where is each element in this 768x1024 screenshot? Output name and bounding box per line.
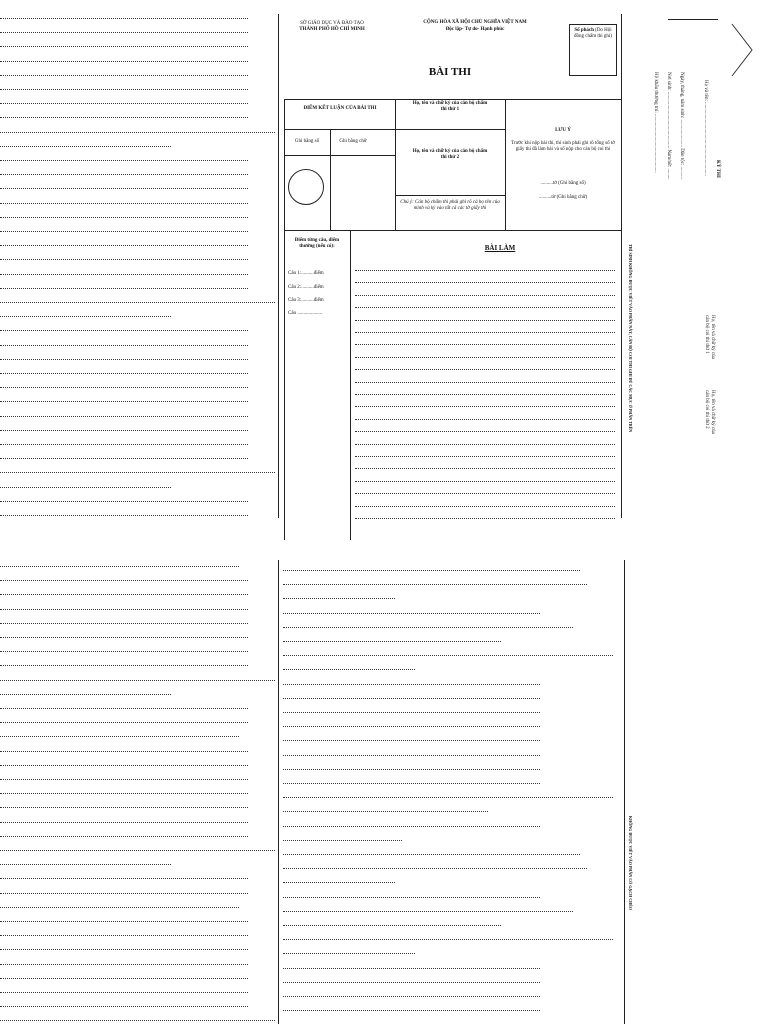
writing-line (355, 431, 615, 432)
writing-line (283, 882, 395, 883)
writing-line (283, 826, 540, 827)
writing-line (0, 430, 248, 431)
table-row-mid (395, 129, 505, 130)
writing-line (0, 864, 171, 865)
chevron-right-icon (728, 20, 756, 80)
writing-line (355, 444, 615, 445)
table-bottom (284, 230, 621, 231)
writing-line (283, 897, 540, 898)
writing-line (0, 736, 239, 737)
writing-line (283, 797, 613, 798)
writing-line (0, 444, 248, 445)
table-row2 (284, 155, 395, 156)
writing-line (0, 651, 248, 652)
luu-y-text: Trước khi nộp bài thi, thí sinh phải ghi rõ tổng số tờ giấy thi đã làm bài và số nộp cho cán bộ coi thi (511, 141, 615, 152)
per-question-item-4: Câu .................... (288, 311, 323, 316)
nation-line2: Độc lập- Tự do- Hạnh phúc (445, 27, 505, 32)
ghi-bang-chu: Ghi bằng chữ (339, 139, 367, 144)
writing-line (355, 518, 615, 519)
writing-line (0, 458, 248, 459)
writing-line (0, 708, 248, 709)
writing-line (283, 840, 402, 841)
writing-line (0, 793, 248, 794)
writing-line (283, 698, 540, 699)
page-title: BÀI THI (428, 66, 472, 78)
writing-line (0, 231, 248, 232)
so-phach-note: (Do Hội đồng chấm thi ghi) (574, 28, 612, 39)
writing-line (0, 964, 248, 965)
writing-line (0, 978, 248, 979)
writing-line (283, 613, 540, 614)
writing-line (283, 570, 580, 571)
writing-line (355, 468, 615, 469)
writing-line (0, 160, 248, 161)
writing-line (283, 868, 587, 869)
writing-line (0, 807, 248, 808)
writing-line (0, 75, 248, 76)
writing-line (0, 345, 248, 346)
side-field-3: Nơi sinh: ............................................. Nam/nữ: ......... (666, 72, 671, 180)
writing-line (0, 117, 248, 118)
writing-line (355, 481, 615, 482)
table-row3 (395, 195, 505, 196)
writing-line (355, 320, 615, 321)
writing-line (0, 316, 171, 317)
table-col1 (395, 99, 396, 230)
writing-line (0, 288, 248, 289)
per-question-item-1: Câu 1:..........điểm (288, 271, 324, 276)
dept-line1: SỞ GIÁO DỤC VÀ ĐÀO TẠO (300, 21, 364, 26)
nation-line1: CỘNG HÒA XÃ HỘI CHỦ NGHĨA VIỆT NAM (423, 20, 527, 25)
per-question-title: Điểm từng câu, điểm thưởng (nếu có): (294, 238, 340, 249)
writing-line (0, 609, 248, 610)
writing-line (283, 982, 540, 983)
writing-line (0, 373, 248, 374)
writing-line (355, 357, 615, 358)
writing-line (0, 836, 248, 837)
writing-line (0, 245, 248, 246)
diem-ket-luan: ĐIỂM KẾT LUẬN CỦA BÀI THI (303, 106, 377, 111)
writing-line (0, 416, 248, 417)
divider-right (621, 14, 622, 518)
writing-line (283, 627, 573, 628)
table-row1 (284, 129, 395, 130)
writing-line (355, 419, 615, 420)
side-field-4: Hộ khẩu thường trú: ............................................... (653, 72, 658, 173)
writing-line (0, 359, 248, 360)
table-left (284, 99, 285, 540)
writing-line (0, 1020, 275, 1021)
writing-line (0, 487, 171, 488)
table-top (284, 99, 621, 100)
ghi-bang-so: Ghi bằng số (294, 139, 320, 144)
writing-line (0, 694, 171, 695)
writing-line (0, 18, 248, 19)
examiner2-label: Họ, tên và chữ ký của cán bộ chấm thi thứ 2 (412, 149, 488, 160)
writing-line (0, 330, 248, 331)
writing-line (283, 641, 501, 642)
writing-line (283, 783, 540, 784)
writing-line (355, 382, 615, 383)
writing-line (0, 765, 248, 766)
writing-line (355, 332, 615, 333)
supervisor1-label: Họ, tên và chữ ký của cán bộ coi thi thứ 1 (704, 315, 715, 359)
writing-line (0, 501, 248, 502)
writing-line (355, 394, 615, 395)
writing-line (283, 755, 540, 756)
writing-line (0, 302, 275, 303)
writing-line (355, 307, 615, 308)
supervisor2-label: Họ, tên và chữ ký của cán bộ coi thi thứ 2 (704, 390, 715, 434)
writing-line (355, 369, 615, 370)
writing-line (283, 684, 540, 685)
writing-line (0, 992, 248, 993)
side-field-1: Họ và tên: ........................................................... (703, 80, 708, 176)
writing-line (283, 740, 540, 741)
score-circle (288, 169, 324, 205)
writing-line (355, 270, 615, 271)
score-column-right (350, 230, 351, 540)
left-lines-bottom (0, 562, 275, 1024)
writing-line (355, 344, 615, 345)
luu-y-line1: ..........tờ (Ghi bằng số) (540, 181, 586, 186)
ky-thi-label: KỲ THI (715, 160, 720, 178)
writing-line (283, 1010, 540, 1011)
grading-note: Chú ý: Cán bộ chấm thi phải ghi rõ cả họ tên của mình và ký vào tất cả các tờ giấy thi (400, 200, 500, 211)
writing-line (283, 854, 580, 855)
dept-line2: THÀNH PHỐ HỒ CHÍ MINH (299, 27, 365, 32)
writing-line (0, 472, 275, 473)
writing-line (0, 878, 248, 879)
writing-line (0, 203, 248, 204)
writing-line (0, 850, 275, 851)
writing-line (0, 822, 248, 823)
writing-line (283, 598, 395, 599)
writing-line (355, 406, 615, 407)
writing-line (355, 493, 615, 494)
writing-line (283, 811, 488, 812)
writing-line (0, 217, 248, 218)
writing-line (283, 769, 540, 770)
writing-line (0, 46, 248, 47)
writing-line (283, 669, 415, 670)
writing-line (0, 779, 248, 780)
writing-line (355, 506, 615, 507)
writing-line (0, 32, 248, 33)
writing-line (0, 907, 239, 908)
per-question-item-3: Câu 3:..........điểm (288, 298, 324, 303)
writing-line (0, 132, 275, 133)
warn-bottom: KHÔNG ĐƯỢC VIẾT VÀO PHẦN CÓ GẠCH CHÉO (628, 816, 633, 910)
warn-top: THÍ SINH KHÔNG ĐƯỢC VIẾT VÀO PHẦN NÀY, CÁN BỘ COI THI GHI ĐỦ CÁC MỤC Ở PHẦN TRÊN (628, 244, 633, 433)
writing-line (283, 911, 573, 912)
writing-line (0, 751, 248, 752)
writing-line (0, 259, 248, 260)
answer-lines-top (355, 266, 615, 526)
writing-line (0, 566, 239, 567)
writing-line (283, 953, 415, 954)
writing-line (355, 456, 615, 457)
writing-line (0, 274, 248, 275)
writing-line (355, 295, 615, 296)
writing-line (283, 996, 540, 997)
writing-line (355, 282, 615, 283)
writing-line (0, 146, 171, 147)
writing-line (283, 584, 587, 585)
divider-left-bottom (278, 560, 279, 1024)
writing-line (0, 515, 248, 516)
writing-line (0, 722, 248, 723)
writing-line (283, 968, 540, 969)
writing-line (0, 401, 248, 402)
writing-line (0, 893, 248, 894)
table-col2 (505, 99, 506, 230)
side-field-2: Ngày, tháng, năm sinh: ...................... Dân tộc: .......... (679, 72, 684, 180)
writing-line (0, 680, 275, 681)
writing-line (0, 61, 248, 62)
writing-line (0, 665, 248, 666)
writing-line (0, 89, 248, 90)
divider-right-bottom (624, 560, 625, 1024)
writing-line (0, 1006, 248, 1007)
writing-line (0, 174, 248, 175)
writing-line (283, 712, 540, 713)
side-rule (668, 19, 718, 20)
writing-line (0, 387, 248, 388)
writing-line (283, 925, 501, 926)
writing-line (0, 580, 248, 581)
examiner1-label: Họ, tên và chữ ký của cán bộ chấm thi thứ 1 (412, 101, 488, 112)
writing-line (283, 726, 540, 727)
writing-line (0, 623, 248, 624)
bai-lam-title: BÀI LÀM (484, 244, 516, 252)
writing-line (0, 935, 248, 936)
writing-line (0, 594, 248, 595)
divider-left (278, 14, 279, 518)
so-phach-label: Số phách (574, 28, 594, 33)
per-question-item-2: Câu 2:..........điểm (288, 285, 324, 290)
writing-line (283, 939, 613, 940)
writing-line (0, 637, 248, 638)
writing-line (283, 655, 613, 656)
writing-line (0, 103, 248, 104)
answer-lines-bottom (283, 566, 613, 1024)
luu-y-title: LƯU Ý (555, 128, 571, 133)
so-phach-box (569, 24, 617, 76)
luu-y-line2: ..........tờ (Ghi bằng chữ) (538, 195, 588, 200)
left-lines-top (0, 14, 275, 524)
writing-line (0, 949, 248, 950)
writing-line (0, 921, 248, 922)
writing-line (0, 188, 248, 189)
